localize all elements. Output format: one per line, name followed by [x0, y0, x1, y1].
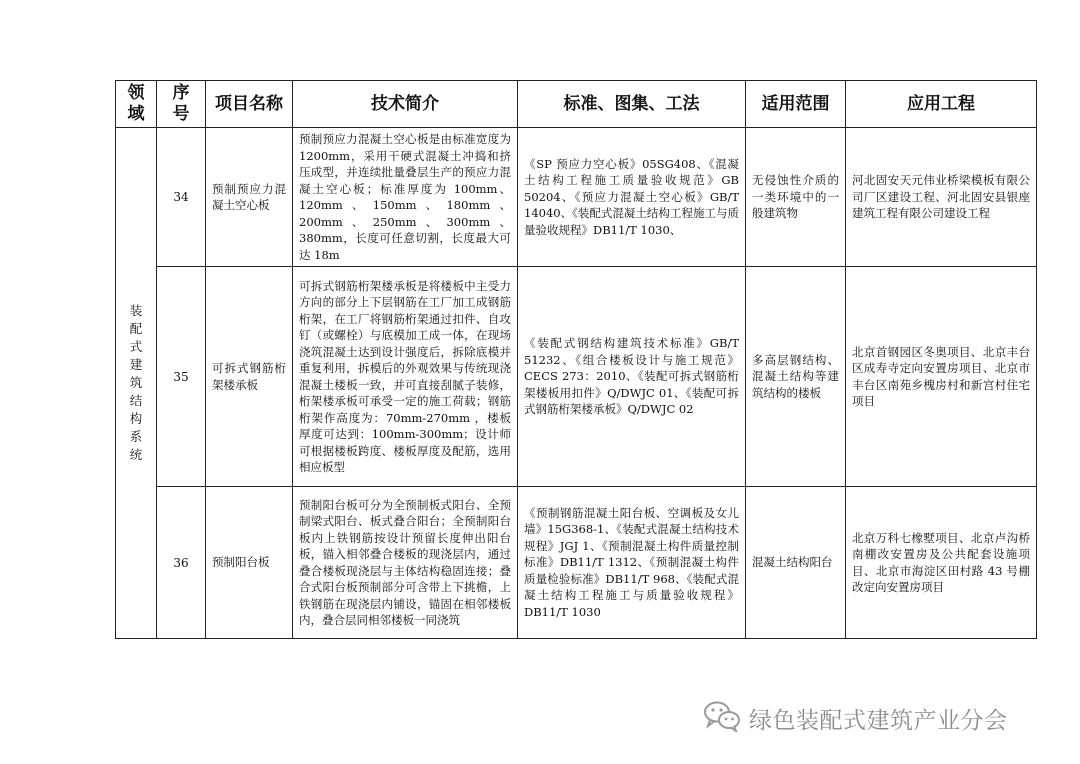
- header-seq: 序号: [157, 81, 206, 128]
- row-scope: 多高层钢结构、混凝土结构等建筑结构的楼板: [752, 352, 839, 400]
- wechat-icon: [703, 700, 741, 736]
- row-standards: 《SP 预应力空心板》05SG408、《混凝土结构工程施工质量验收规范》GB 50204、《预应力混凝土空心板》GB/T 14040、《装配式混凝土结构工程施工与质量验收规程》DB11/T 1030、: [524, 156, 739, 237]
- row-scope: 混凝土结构阳台: [752, 555, 833, 570]
- table-row: [116, 128, 1037, 267]
- row-projects-cell: [846, 128, 1037, 267]
- watermark: [703, 700, 1008, 736]
- row-scope-cell: [746, 128, 846, 267]
- row-tech-cell: [293, 267, 518, 487]
- row-name-cell: [206, 267, 293, 487]
- row-tech: 预制预应力混凝土空心板是由标准宽度为 1200mm，采用干硬式混凝土冲捣和挤压成型，并连续批量叠层生产的预应力混凝土空心板；标准厚度为 100mm、120mm、150mm、180mm、200mm、250mm、300mm、380mm，长度可任意切割，长度最大可达 18m: [299, 132, 511, 262]
- row-name: 预制阳台板: [212, 555, 270, 570]
- header-scope: 适用范围: [746, 81, 846, 128]
- row-name: 可拆式钢筋桁架楼承板: [212, 361, 286, 392]
- row-tech: 预制阳台板可分为全预制板式阳台、全预制梁式阳台、板式叠合阳台；全预制阳台板内上铁钢筋按设计预留长度伸出阳台板，锚入相邻叠合楼板的现浇层内，通过叠合楼板现浇层与主体结构稳固连接；叠合式阳台板预制部分可含带上下挑檐，上铁钢筋在现浇层内铺设，锚固在相邻楼板内，叠合层同相邻楼板一同浇筑: [299, 497, 511, 627]
- table-header-row: [116, 81, 1037, 128]
- header-domain: 领域: [116, 81, 157, 128]
- header-projects: 应用工程: [846, 81, 1037, 128]
- header-tech: 技术简介: [293, 81, 518, 128]
- row-seq: 36: [157, 487, 206, 639]
- row-standards-cell: [518, 128, 746, 267]
- row-standards-cell: [518, 487, 746, 639]
- row-name-cell: [206, 487, 293, 639]
- row-projects-cell: [846, 267, 1037, 487]
- row-projects: 北京万科七橡墅项目、北京卢沟桥南棚改安置房及公共配套设施项目、北京市海淀区田村路 43 号棚改定向安置房项目: [852, 530, 1030, 594]
- row-projects: 河北固安天元伟业桥梁模板有限公司厂区建设工程、河北固安县银座建筑工程有限公司建设工程: [852, 173, 1030, 221]
- row-projects-cell: [846, 487, 1037, 639]
- row-scope-cell: [746, 487, 846, 639]
- row-name-cell: [206, 128, 293, 267]
- row-seq: 35: [157, 267, 206, 487]
- row-projects: 北京首钢园区冬奥项目、北京丰台区成寿寺定向安置房项目、北京市丰台区南苑乡槐房村和新宫村住宅项目: [852, 344, 1030, 408]
- domain-cell: 装配式建筑结构系统: [116, 128, 157, 639]
- header-name: 项目名称: [206, 81, 293, 128]
- row-seq: 34: [157, 128, 206, 267]
- table-row: [116, 487, 1037, 639]
- row-name: 预制预应力混凝土空心板: [212, 181, 286, 212]
- row-tech: 可拆式钢筋桁架楼承板是将楼板中主受力方向的部分上下层钢筋在工厂加工成钢筋桁架，在工厂将钢筋桁架通过扣件、自攻钉（或螺栓）与底模加工成一体，在现场浇筑混凝土达到设计强度后，拆除底模并重复利用，拆模后的外观效果与传统现浇混凝土楼板一致，并可直接刮腻子装修，桁架楼承板可承受一定的施工荷载；钢筋桁架作高度为：70mm-270mm ，楼板厚度可达到：100mm-300mm；设计师可根据楼板跨度、楼板厚度及配筋，选用相应板型: [299, 278, 511, 474]
- table-row: [116, 267, 1037, 487]
- row-tech-cell: [293, 128, 518, 267]
- row-standards-cell: [518, 267, 746, 487]
- row-standards: 《预制钢筋混凝土阳台板、空调板及女儿墙》15G368-1、《装配式混凝土结构技术规程》JGJ 1、《预制混凝土构件质量控制标准》DB11/T 1312、《预制混凝土构件质量检验标准》DB11/T 968、《装配式混凝土结构工程施工与质量验收规程》DB11/T 1030: [524, 505, 739, 619]
- row-scope-cell: [746, 267, 846, 487]
- watermark-text: 绿色装配式建筑产业分会: [749, 707, 1008, 734]
- row-standards: 《装配式钢结构建筑技术标准》GB/T 51232、《组合楼板设计与施工规范》CECS 273：2010、《装配可拆式钢筋桁架楼板用扣件》Q/DWJC 01、《装配可拆式钢筋桁架楼承板》Q/DWJC 02: [524, 336, 739, 417]
- row-tech-cell: [293, 487, 518, 639]
- technology-table: [115, 80, 1037, 639]
- header-standards: 标准、图集、工法: [518, 81, 746, 128]
- row-scope: 无侵蚀性介质的一类环境中的一般建筑物: [752, 173, 839, 221]
